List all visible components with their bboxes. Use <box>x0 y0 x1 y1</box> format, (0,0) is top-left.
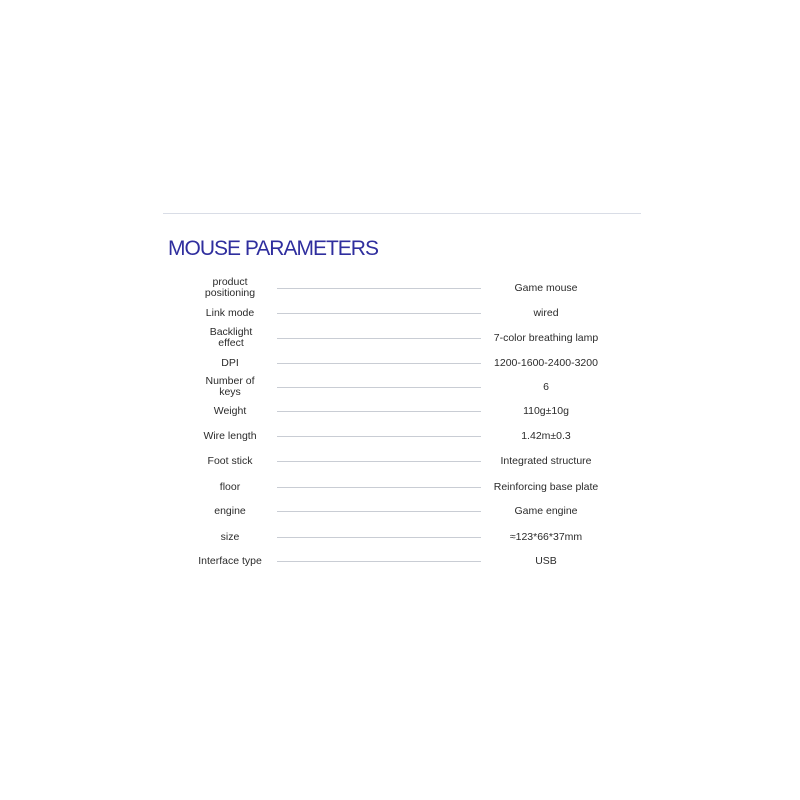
row-divider <box>277 387 481 388</box>
param-value: Game engine <box>514 505 578 517</box>
row-divider <box>277 288 481 289</box>
param-row <box>0 300 800 326</box>
row-divider <box>277 338 481 339</box>
row-divider <box>277 313 481 314</box>
param-label: Foot stick <box>207 454 253 467</box>
row-divider <box>277 436 481 437</box>
param-row <box>0 548 800 574</box>
param-row <box>0 325 800 351</box>
param-row <box>0 423 800 449</box>
param-value: 110g±10g <box>523 405 569 417</box>
param-label: product positioning <box>204 276 256 299</box>
param-label: engine <box>214 504 246 517</box>
row-divider <box>277 487 481 488</box>
row-divider <box>277 537 481 538</box>
param-row <box>0 524 800 550</box>
param-value: 6 <box>543 381 549 393</box>
param-label: size <box>220 530 240 543</box>
param-value: 7-color breathing lamp <box>493 332 599 344</box>
param-row <box>0 350 800 376</box>
row-divider <box>277 561 481 562</box>
param-label: Weight <box>213 404 247 417</box>
row-divider <box>277 461 481 462</box>
param-label: Link mode <box>205 306 255 319</box>
param-value: 1200-1600-2400-3200 <box>494 357 598 369</box>
param-value: Reinforcing base plate <box>493 481 599 493</box>
param-label: Interface type <box>198 554 262 567</box>
param-label: Number of keys <box>205 375 255 398</box>
param-label: floor <box>219 480 241 493</box>
param-value: USB <box>535 555 557 567</box>
param-row <box>0 374 800 400</box>
param-row <box>0 474 800 500</box>
header-divider <box>163 213 641 214</box>
row-divider <box>277 363 481 364</box>
param-value: Integrated structure <box>500 455 592 467</box>
param-label: Wire length <box>203 429 257 442</box>
param-value: 1.42m±0.3 <box>521 430 571 442</box>
param-value: wired <box>533 307 559 319</box>
row-divider <box>277 511 481 512</box>
param-value: ≈123*66*37mm <box>509 531 583 543</box>
param-row <box>0 398 800 424</box>
param-label: DPI <box>221 356 239 369</box>
param-value: Game mouse <box>514 282 578 294</box>
param-row <box>0 498 800 524</box>
row-divider <box>277 411 481 412</box>
page-title: MOUSE PARAMETERS <box>168 237 378 260</box>
param-label: Backlight effect <box>209 326 253 349</box>
param-row <box>0 448 800 474</box>
param-row <box>0 275 800 301</box>
